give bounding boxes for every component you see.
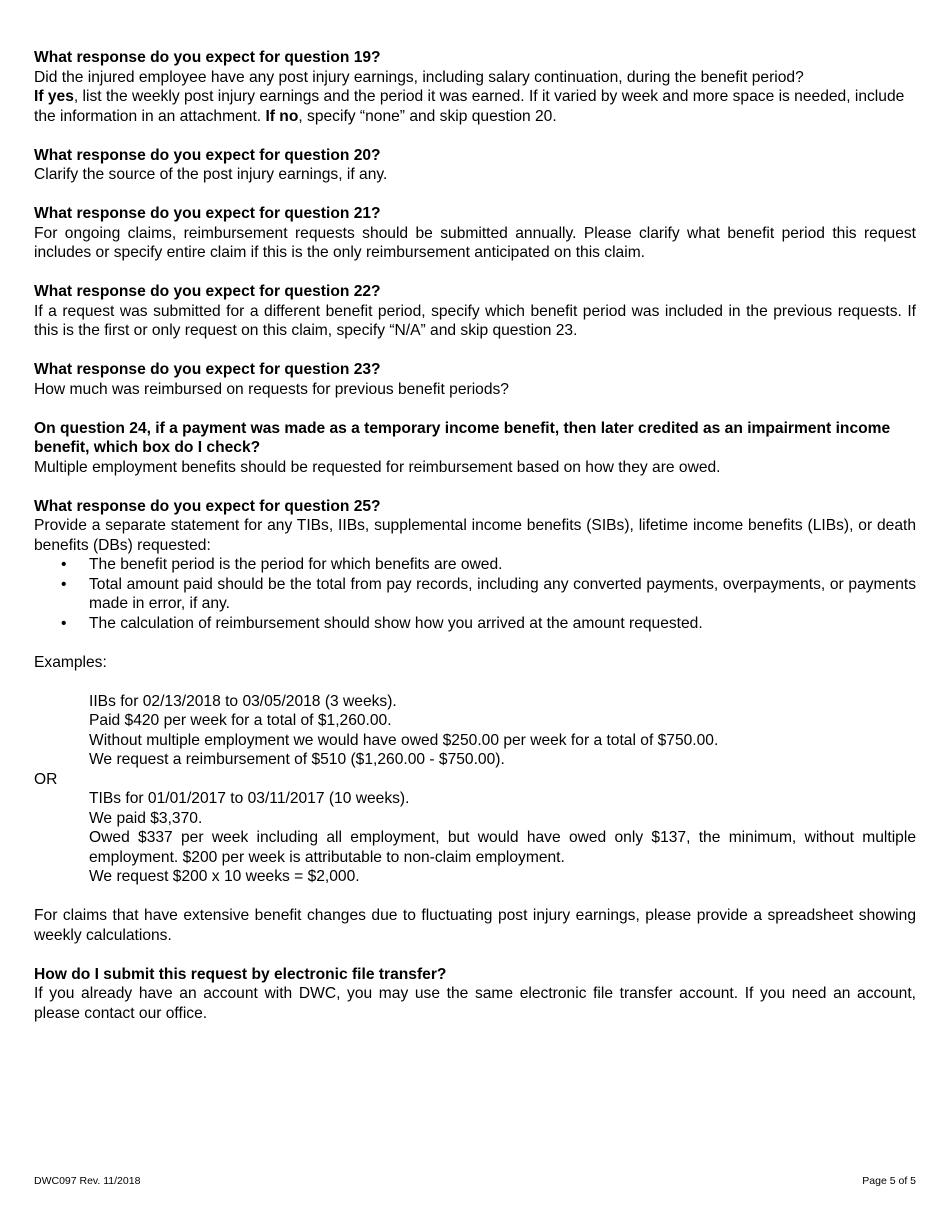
example-1 bbox=[34, 692, 916, 770]
eft-heading: How do I submit this request by electronic file transfer? bbox=[34, 965, 447, 983]
examples-block bbox=[34, 692, 916, 887]
q19-body bbox=[34, 87, 916, 126]
q19-section bbox=[34, 48, 916, 126]
eft-answer: If you already have an account with DWC, you may use the same electronic file transfer account. If you need an account, please contact our office. bbox=[34, 985, 916, 1022]
q22-answer: If a request was submitted for a different benefit period, specify which benefit period was included in the previous requests. If this is the first or only request on this claim, specify “N/A” and skip question 23. bbox=[34, 302, 916, 339]
page-number: Page 5 of 5 bbox=[862, 1175, 916, 1187]
q24-answer: Multiple employment benefits should be requested for reimbursement based on how they are owed. bbox=[34, 458, 721, 476]
q20-answer: Clarify the source of the post injury earnings, if any. bbox=[34, 166, 388, 183]
q19-yes-text: , list the weekly post injury earnings and the period it was earned. If it varied by week and more space is needed, include the information in an attachment. bbox=[34, 88, 905, 125]
q24-section bbox=[34, 419, 916, 478]
form-id: DWC097 Rev. 11/2018 bbox=[34, 1175, 141, 1187]
example-2-line: TIBs for 01/01/2017 to 03/11/2017 (10 weeks). bbox=[89, 790, 410, 807]
examples-label: Examples: bbox=[34, 653, 107, 671]
example-2-line: We paid $3,370. bbox=[89, 809, 203, 827]
example-1-line: Paid $420 per week for a total of $1,260.00. bbox=[89, 712, 392, 729]
example-1-line: Without multiple employment we would have owed $250.00 per week for a total of $750.00. bbox=[89, 731, 719, 749]
q25-heading: What response do you expect for question 25? bbox=[34, 497, 381, 515]
q21-section bbox=[34, 204, 916, 263]
q20-section bbox=[34, 146, 916, 185]
eft-section bbox=[34, 965, 916, 1024]
q19-heading: What response do you expect for question 19? bbox=[34, 49, 381, 66]
example-2 bbox=[34, 789, 916, 887]
q19-no-text: , specify “none” and skip question 20. bbox=[298, 107, 557, 125]
spreadsheet-note: For claims that have extensive benefit changes due to fluctuating post injury earnings, please provide a spreadsheet showing weekly calculations. bbox=[34, 907, 916, 944]
list-item: • The benefit period is the period for which benefits are owed. bbox=[34, 555, 916, 575]
q23-heading: What response do you expect for question 23? bbox=[34, 361, 381, 378]
example-1-line: IIBs for 02/13/2018 to 03/05/2018 (3 weeks). bbox=[89, 692, 397, 710]
q19-if-no: If no bbox=[265, 107, 299, 125]
or-separator: OR bbox=[34, 770, 58, 788]
q25-bullet-list bbox=[34, 555, 916, 633]
q22-section bbox=[34, 282, 916, 341]
q23-section bbox=[34, 360, 916, 399]
list-item: • The calculation of reimbursement should show how you arrived at the amount requested. bbox=[34, 614, 916, 634]
document-page bbox=[34, 48, 916, 1043]
q24-heading: On question 24, if a payment was made as a temporary income benefit, then later credited as an impairment income benefit, which box do I check? bbox=[34, 419, 891, 456]
q19-line1: Did the injured employee have any post injury earnings, including salary continuation, during the benefit period? bbox=[34, 68, 804, 86]
example-2-line: We request $200 x 10 weeks = $2,000. bbox=[89, 868, 360, 885]
q21-heading: What response do you expect for question 21? bbox=[34, 205, 381, 222]
q20-heading: What response do you expect for question 20? bbox=[34, 146, 381, 164]
q23-answer: How much was reimbursed on requests for previous benefit periods? bbox=[34, 380, 509, 398]
example-2-line: Owed $337 per week including all employment, but would have owed only $137, the minimum, without multiple employment. $200 per week is attributable to non-claim employment. bbox=[89, 829, 916, 866]
list-item: • Total amount paid should be the total from pay records, including any converted payments, overpayments, or payments made in error, if any. bbox=[34, 575, 916, 614]
q21-answer: For ongoing claims, reimbursement requests should be submitted annually. Please clarify what benefit period this request includes or specify entire claim if this is the only reimbursement anticipated on this claim. bbox=[34, 224, 916, 261]
q19-if-yes: If yes bbox=[34, 88, 74, 105]
q25-section bbox=[34, 497, 916, 634]
example-1-line: We request a reimbursement of $510 ($1,260.00 - $750.00). bbox=[89, 751, 505, 768]
q25-answer: Provide a separate statement for any TIBs, IIBs, supplemental income benefits (SIBs), lifetime income benefits (LIBs), or death benefits (DBs) requested: bbox=[34, 517, 916, 554]
q22-heading: What response do you expect for question 22? bbox=[34, 283, 381, 300]
